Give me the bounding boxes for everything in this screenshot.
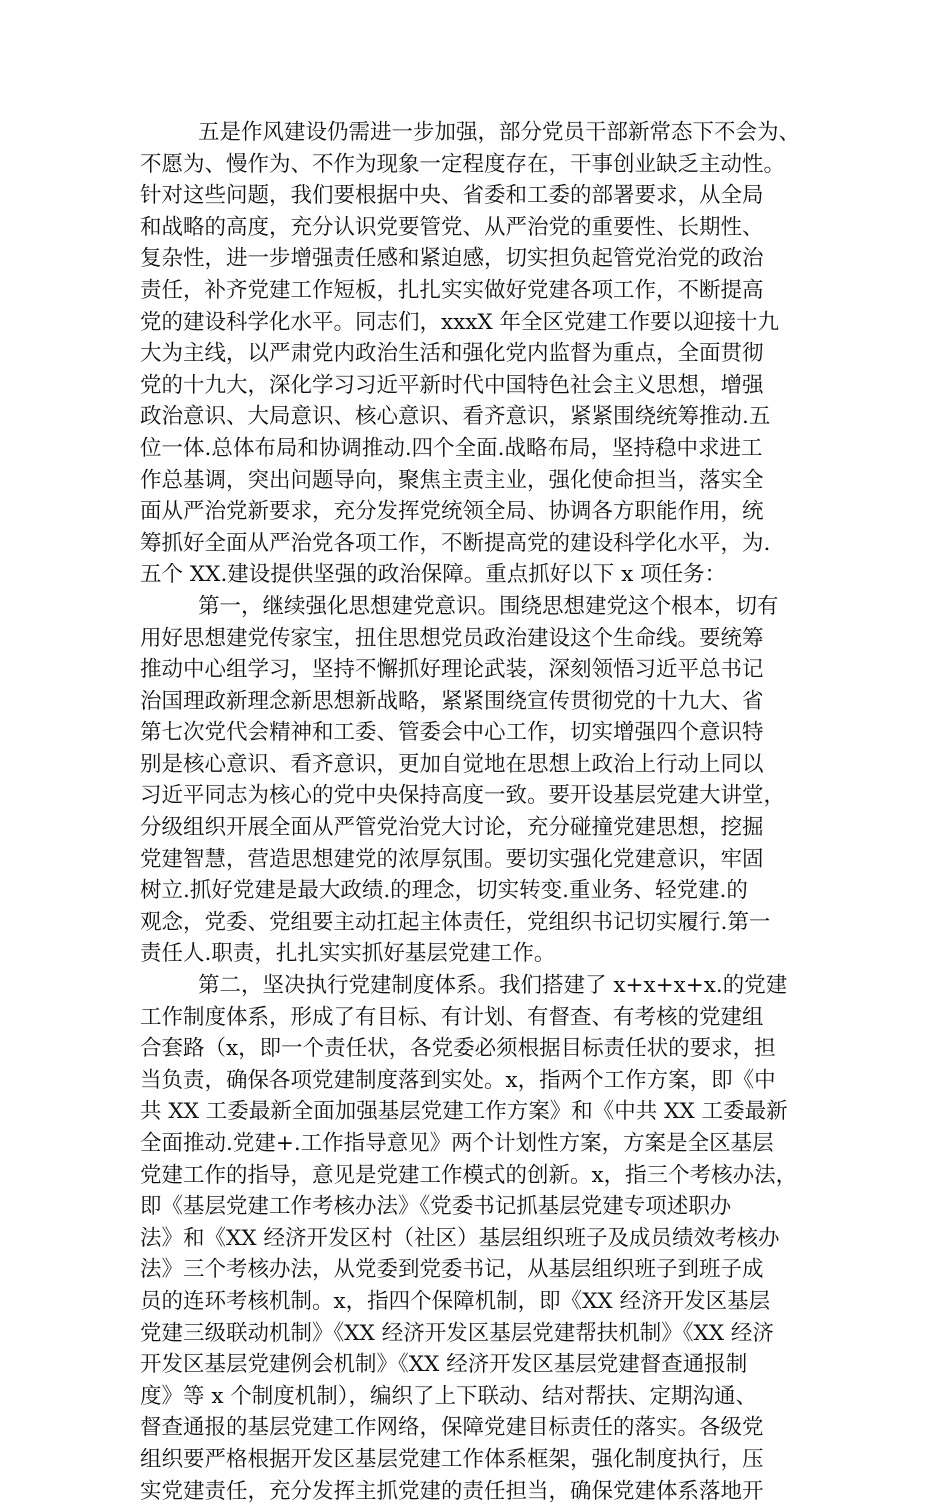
text-line: 党建智慧，营造思想建党的浓厚氛围。要切实强化党建意识，牢固 <box>140 846 764 872</box>
text-line: 第七次党代会精神和工委、管委会中心工作，切实增强四个意识特 <box>140 720 764 746</box>
text-line: 观念，党委、党组要主动扛起主体责任，党组织书记切实履行.第一 <box>140 909 771 935</box>
text-line: 度》等 x 个制度机制），编织了上下联动、结对帮扶、定期沟通、 <box>140 1383 758 1409</box>
text-line: 用好思想建党传家宝，扭住思想党员政治建设这个生命线。要统筹 <box>140 625 764 651</box>
text-line: 组织要严格根据开发区基层党建工作体系框架，强化制度执行，压 <box>140 1446 764 1472</box>
text-line: 开发区基层党建例会机制》《XX 经济开发区基层党建督查通报制 <box>140 1352 748 1378</box>
text-line: 工作制度体系，形成了有目标、有计划、有督查、有考核的党建组 <box>140 1004 764 1030</box>
text-line: 实党建责任，充分发挥主抓党建的责任担当，确保党建体系落地开 <box>140 1478 764 1504</box>
text-line: 治国理政新理念新思想新战略，紧紧围绕宣传贯彻党的十九大、省 <box>140 688 764 714</box>
text-line: 党的十九大，深化学习习近平新时代中国特色社会主义思想，增强 <box>140 372 764 398</box>
text-line: 法》三个考核办法，从党委到党委书记，从基层组织班子到班子成 <box>140 1257 764 1283</box>
text-line: 合套路（x，即一个责任状，各党委必须根据目标责任状的要求，担 <box>140 1036 776 1062</box>
text-line: 法》和《XX 经济开发区村（社区）基层组织班子及成员绩效考核办 <box>140 1225 780 1251</box>
text-line: 五是作风建设仍需进一步加强，部分党员干部新常态下不会为、 <box>198 120 801 145</box>
text-line: 第二，坚决执行党建制度体系。我们搭建了 x+x+x+x.的党建 <box>198 973 788 999</box>
text-line: 政治意识、大局意识、核心意识、看齐意识，紧紧围绕统筹推动.五 <box>140 404 771 430</box>
paragraph <box>140 970 820 1507</box>
document-body <box>140 117 820 1507</box>
text-line: 全面推动.党建+.工作指导意见》两个计划性方案，方案是全区基层 <box>140 1131 774 1156</box>
text-line: 党建工作的指导，意见是党建工作模式的创新。x，指三个考核办法， <box>140 1162 798 1188</box>
text-line: 和战略的高度，充分认识党要管党、从严治党的重要性、长期性、 <box>140 214 764 240</box>
text-line: 树立.抓好党建是最大政绩.的理念，切实转变.重业务、轻党建.的 <box>140 878 748 904</box>
text-line: 第一，继续强化思想建党意识。围绕思想建党这个根本，切有 <box>198 593 779 619</box>
text-line: 即《基层党建工作考核办法》《党委书记抓基层党建专项述职办 <box>140 1194 732 1220</box>
text-line: 员的连环考核机制。x，指四个保障机制，即《XX 经济开发区基层 <box>140 1288 771 1314</box>
text-line: 当负责，确保各项党建制度落到实处。x，指两个工作方案，即《中 <box>140 1067 776 1093</box>
text-line: 别是核心意识、看齐意识，更加自觉地在思想上政治上行动上同以 <box>140 751 764 777</box>
text-line: 复杂性，进一步增强责任感和紧迫感，切实担负起管党治党的政治 <box>140 246 764 272</box>
text-line: 作总基调，突出问题导向，聚焦主责主业，强化使命担当，落实全 <box>140 467 764 493</box>
text-line: 党建三级联动机制》《XX 经济开发区基层党建帮扶机制》《XX 经济 <box>140 1320 774 1346</box>
text-line: 位一体.总体布局和协调推动.四个全面.战略布局，坚持稳中求进工 <box>140 435 763 461</box>
text-line: 党的建设科学化水平。同志们，xxxX 年全区党建工作要以迎接十九 <box>140 309 780 335</box>
paragraph <box>140 117 820 591</box>
text-line: 习近平同志为核心的党中央保持高度一致。要开设基层党建大讲堂， <box>140 783 786 809</box>
text-line: 推动中心组学习，坚持不懈抓好理论武装，深刻领悟习近平总书记 <box>140 657 764 683</box>
text-line: 共 XX 工委最新全面加强基层党建工作方案》和《中共 XX 工委最新 <box>140 1099 788 1125</box>
text-line: 责任人.职责，扎扎实实抓好基层党建工作。 <box>140 941 556 967</box>
text-line: 大为主线，以严肃党内政治生活和强化党内监督为重点，全面贯彻 <box>140 341 764 367</box>
text-line: 分级组织开展全面从严管党治党大讨论，充分碰撞党建思想，挖掘 <box>140 815 764 841</box>
text-line: 面从严治党新要求，充分发挥党统领全局、协调各方职能作用，统 <box>140 499 764 525</box>
paragraph <box>140 591 820 970</box>
text-line: 督查通报的基层党建工作网络，保障党建目标责任的落实。各级党 <box>140 1415 764 1441</box>
text-line: 筹抓好全面从严治党各项工作，不断提高党的建设科学化水平，为. <box>140 530 771 556</box>
text-line: 五个 XX.建设提供坚强的政治保障。重点抓好以下 x 项任务： <box>140 562 727 588</box>
text-line: 责任，补齐党建工作短板，扎扎实实做好党建各项工作，不断提高 <box>140 277 764 303</box>
text-line: 不愿为、慢作为、不作为现象一定程度存在，干事创业缺乏主动性。 <box>140 151 786 177</box>
text-line: 针对这些问题，我们要根据中央、省委和工委的部署要求，从全局 <box>140 183 764 209</box>
